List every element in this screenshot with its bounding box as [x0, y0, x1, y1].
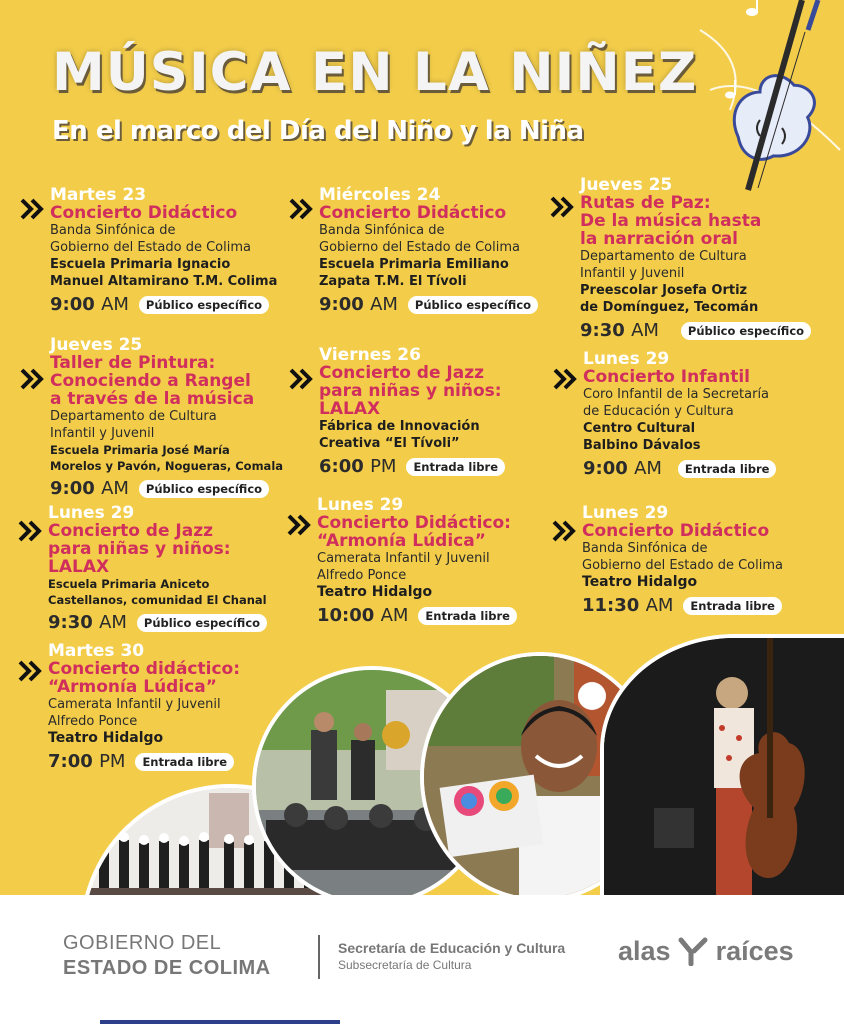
- double-chevron-icon: [18, 520, 42, 542]
- event-venue: Preescolar Josefa Ortiz: [580, 283, 748, 298]
- event-organizer: Gobierno del Estado de Colima: [319, 240, 520, 255]
- access-badge: Entrada libre: [418, 607, 517, 625]
- event-venue: de Domínguez, Tecomán: [580, 300, 759, 315]
- event-title: Concierto didáctico:: [48, 659, 241, 679]
- event-title: Concierto Didáctico: [582, 521, 770, 541]
- event-venue: Teatro Hidalgo: [48, 730, 164, 746]
- event-organizer: Infantil y Juvenil: [580, 266, 685, 281]
- event-card: [582, 504, 844, 616]
- event-time: 7:00 PM: [48, 751, 126, 772]
- access-badge: Entrada libre: [678, 460, 777, 478]
- access-badge: Entrada libre: [683, 597, 782, 615]
- event-date: Viernes 26: [319, 345, 421, 365]
- event-date: Lunes 29: [317, 495, 404, 515]
- event-organizer: Gobierno del Estado de Colima: [582, 558, 783, 573]
- event-organizer: Departamento de Cultura: [50, 409, 217, 424]
- access-badge: Público específico: [137, 614, 267, 632]
- event-title: Concierto Infantil: [583, 367, 750, 387]
- event-organizer: Infantil y Juvenil: [50, 426, 155, 441]
- double-chevron-icon: [552, 520, 576, 542]
- alas-y-raices-logo: alas raíces: [618, 936, 794, 966]
- event-card: [580, 176, 842, 341]
- event-card: [50, 186, 312, 315]
- event-venue: Escuela Primaria José María: [50, 443, 230, 457]
- poster-title: MÚSICA EN LA NIÑEZ: [52, 42, 698, 103]
- event-venue: Fábrica de Innovación: [319, 419, 480, 434]
- event-date: Lunes 29: [48, 503, 135, 523]
- event-time: 11:30 AM: [582, 595, 674, 616]
- event-organizer: Banda Sinfónica de: [319, 223, 445, 238]
- event-venue: Centro Cultural: [583, 421, 696, 436]
- event-title: LALAX: [48, 557, 110, 577]
- y-mark-icon: [678, 936, 708, 966]
- event-card: [319, 186, 581, 315]
- event-title: la narración oral: [580, 229, 738, 249]
- event-venue: Balbino Dávalos: [583, 438, 701, 453]
- secretaria-name: Secretaría de Educación y Cultura: [338, 940, 566, 956]
- event-time: 9:30 AM: [580, 320, 659, 341]
- event-organizer: Banda Sinfónica de: [50, 223, 176, 238]
- event-time: 10:00 AM: [317, 605, 409, 626]
- event-card: [319, 346, 581, 477]
- event-time: 9:00 AM: [50, 294, 129, 315]
- event-venue: Escuela Primaria Aniceto: [48, 577, 210, 591]
- event-venue: Zapata T.M. El Tívoli: [319, 274, 467, 289]
- event-title: LALAX: [319, 399, 381, 419]
- event-time: 9:30 AM: [48, 612, 127, 633]
- event-organizer: Coro Infantil de la Secretaría: [583, 387, 770, 402]
- double-chevron-icon: [550, 196, 574, 218]
- violin-icon: [690, 0, 844, 200]
- gobierno-logo-line1: GOBIERNO DEL: [63, 932, 222, 954]
- event-title: “Armonía Lúdica”: [317, 531, 486, 551]
- event-organizer: Camerata Infantil y Juvenil: [48, 697, 221, 712]
- event-venue: Escuela Primaria Emiliano: [319, 257, 509, 272]
- event-date: Miércoles 24: [319, 185, 441, 205]
- event-organizer: Alfredo Ponce: [48, 714, 138, 729]
- double-chevron-icon: [287, 514, 311, 536]
- gobierno-logo-line2: ESTADO DE COLIMA: [63, 957, 271, 979]
- access-badge: Público específico: [139, 296, 269, 314]
- double-chevron-icon: [20, 368, 44, 390]
- event-venue: Teatro Hidalgo: [582, 574, 698, 590]
- event-date: Lunes 29: [583, 349, 670, 369]
- event-title: para niñas y niños:: [319, 381, 502, 401]
- event-time: 9:00 AM: [583, 458, 662, 479]
- access-badge: Público específico: [408, 296, 538, 314]
- event-time: 6:00 PM: [319, 456, 397, 477]
- event-card: [583, 350, 844, 479]
- poster-subtitle: En el marco del Día del Niño y la Niña: [52, 116, 584, 146]
- event-date: Martes 30: [48, 641, 145, 661]
- event-title: Taller de Pintura:: [50, 353, 216, 373]
- event-title: Concierto Didáctico: [50, 203, 238, 223]
- event-venue: Creativa “El Tívoli”: [319, 436, 460, 451]
- double-chevron-icon: [553, 368, 577, 390]
- double-chevron-icon: [18, 660, 42, 682]
- event-title: Concierto de Jazz: [319, 363, 485, 383]
- event-card: [48, 504, 310, 633]
- double-chevron-icon: [289, 198, 313, 220]
- footer-divider: [318, 935, 320, 979]
- event-organizer: Alfredo Ponce: [317, 568, 407, 583]
- event-venue: Teatro Hidalgo: [317, 584, 433, 600]
- event-date: Lunes 29: [582, 503, 669, 523]
- event-date: Jueves 25: [580, 175, 673, 195]
- event-title: De la música hasta: [580, 211, 762, 231]
- event-venue: Escuela Primaria Ignacio: [50, 257, 231, 272]
- event-date: Martes 23: [50, 185, 147, 205]
- event-title: Conociendo a Rangel: [50, 371, 251, 391]
- access-badge: Público específico: [681, 322, 811, 340]
- subsecretaria-name: Subsecretaría de Cultura: [338, 958, 472, 972]
- event-title: Concierto Didáctico:: [317, 513, 511, 533]
- access-badge: Entrada libre: [135, 753, 234, 771]
- event-organizer: de Educación y Cultura: [583, 404, 734, 419]
- double-chevron-icon: [20, 198, 44, 220]
- event-title: a través de la música: [50, 389, 255, 409]
- event-time: 9:00 AM: [319, 294, 398, 315]
- event-title: “Armonía Lúdica”: [48, 677, 217, 697]
- event-card: [50, 336, 312, 499]
- event-venue: Castellanos, comunidad El Chanal: [48, 593, 267, 607]
- event-title: Concierto Didáctico: [319, 203, 507, 223]
- event-title: para niñas y niños:: [48, 539, 231, 559]
- event-time: 9:00 AM: [50, 478, 129, 499]
- event-title: Rutas de Paz:: [580, 193, 711, 213]
- bass-player-photo: [600, 634, 844, 895]
- event-organizer: Gobierno del Estado de Colima: [50, 240, 251, 255]
- access-badge: Público específico: [139, 480, 269, 498]
- bottom-bar: [100, 1020, 340, 1024]
- event-organizer: Camerata Infantil y Juvenil: [317, 551, 490, 566]
- event-venue: Morelos y Pavón, Nogueras, Comala: [50, 459, 284, 473]
- access-badge: Entrada libre: [406, 458, 505, 476]
- event-card: [317, 496, 579, 626]
- event-venue: Manuel Altamirano T.M. Colima: [50, 274, 278, 289]
- event-title: Concierto de Jazz: [48, 521, 214, 541]
- event-organizer: Departamento de Cultura: [580, 249, 747, 264]
- event-organizer: Banda Sinfónica de: [582, 541, 708, 556]
- double-chevron-icon: [289, 368, 313, 390]
- event-date: Jueves 25: [50, 335, 143, 355]
